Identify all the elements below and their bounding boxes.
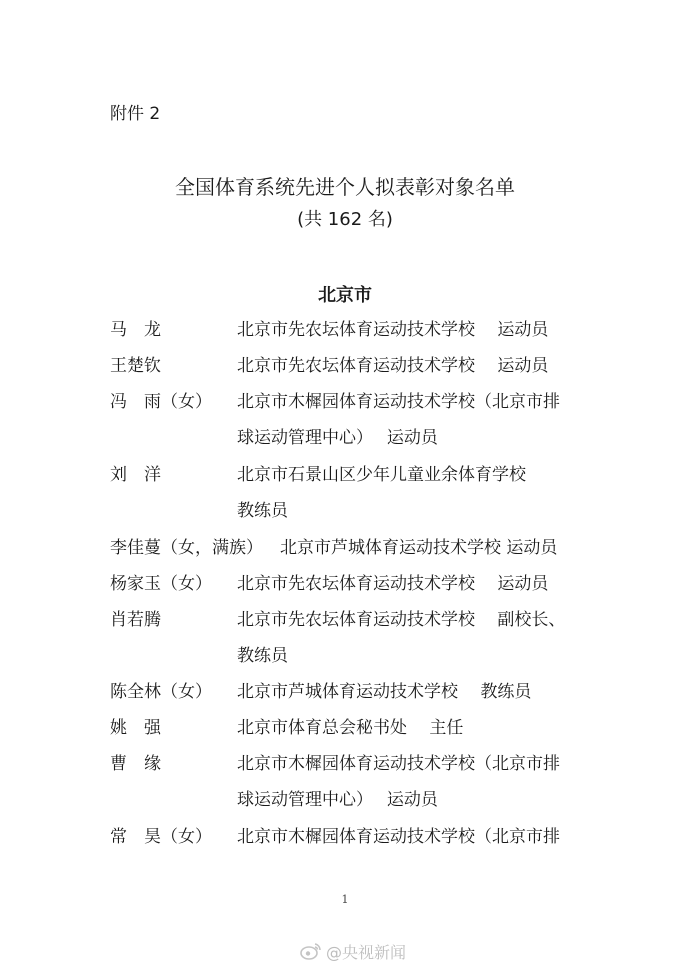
list-item [0,710,690,746]
list-item [0,384,690,456]
document-title: 全国体育系统先进个人拟表彰对象名单 [175,175,515,199]
honoree-affiliation [237,819,560,855]
list-item [0,746,690,818]
honoree-affiliation [237,566,548,602]
honoree-name: 刘 洋 [110,465,161,485]
page-number: 1 [341,893,349,906]
affiliation-line: 北京市先农坛体育运动技术学校 副校长、 [237,610,566,630]
affiliation-line: 教练员 [237,646,288,666]
section-heading: 北京市 [318,285,372,306]
honoree-name: 姚 强 [110,718,161,738]
affiliation-line: 北京市芦城体育运动技术学校 运动员 [280,538,558,558]
honoree-affiliation [237,710,463,746]
honoree-name: 常 昊（女） [110,827,212,847]
honoree-name: 陈全林（女） [110,682,212,702]
affiliation-line: 北京市芦城体育运动技术学校 教练员 [237,682,532,702]
honoree-affiliation [237,384,560,456]
honoree-name: 肖若腾 [110,610,161,630]
honoree-affiliation [237,312,548,348]
honoree-affiliation [280,530,557,566]
affiliation-line: 球运动管理中心） 运动员 [237,428,438,448]
list-item [0,348,690,384]
honoree-name: 马 龙 [110,320,161,340]
list-item [0,674,690,710]
affiliation-line: 北京市体育总会秘书处 主任 [237,718,464,738]
honoree-name: 冯 雨（女） [110,392,212,412]
affiliation-line: 北京市木樨园体育运动技术学校（北京市排 [237,827,560,847]
honoree-name: 李佳蔓（女，满族） [110,538,263,558]
honoree-name: 王楚钦 [110,356,161,376]
affiliation-line: 北京市木樨园体育运动技术学校（北京市排 [237,392,560,412]
affiliation-line: 北京市石景山区少年儿童业余体育学校 [237,465,526,485]
affiliation-line: 教练员 [237,501,288,521]
list-item [0,566,690,602]
honoree-name: 杨家玉（女） [110,574,212,594]
affiliation-line: 球运动管理中心） 运动员 [237,790,438,810]
honoree-affiliation [237,746,560,818]
list-item [0,457,690,529]
affiliation-line: 北京市木樨园体育运动技术学校（北京市排 [237,754,560,774]
weibo-icon [300,942,322,960]
honoree-affiliation [237,348,548,384]
honoree-affiliation [237,674,531,710]
honoree-affiliation [237,602,565,674]
attachment-label: 附件 2 [110,104,161,124]
honoree-affiliation [237,457,526,529]
list-item [0,312,690,348]
list-item [0,819,690,855]
honoree-name: 曹 缘 [110,754,161,774]
affiliation-line: 北京市先农坛体育运动技术学校 运动员 [237,356,549,376]
list-item [0,602,690,674]
list-item [0,530,690,566]
document-count: (共 162 名) [297,209,393,230]
watermark-text: @央视新闻 [326,942,407,962]
watermark [300,938,406,964]
affiliation-line: 北京市先农坛体育运动技术学校 运动员 [237,574,549,594]
affiliation-line: 北京市先农坛体育运动技术学校 运动员 [237,320,549,340]
